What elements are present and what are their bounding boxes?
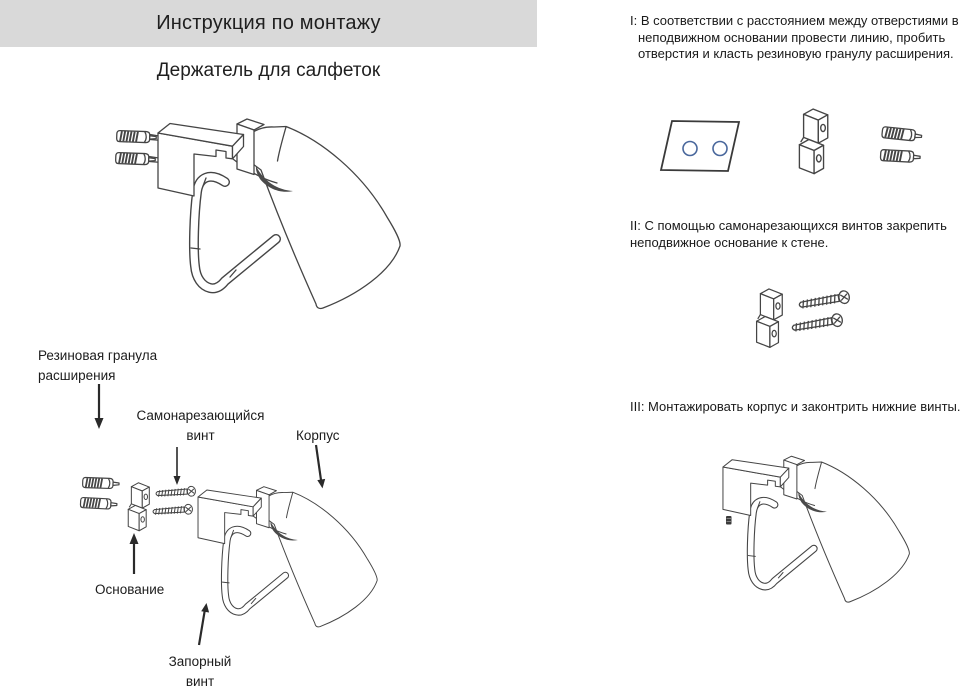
base-block-icon <box>757 289 783 347</box>
arrow-down-icon <box>95 384 104 429</box>
label-rubber-granule: Резиновая гранула расширения <box>38 348 158 383</box>
header-bar <box>0 0 537 47</box>
arrow-down-icon <box>174 447 181 485</box>
screw-icon <box>791 313 843 334</box>
label-base: Основание <box>95 582 165 597</box>
holder-body-icon <box>723 456 909 602</box>
base-and-screws-drawing <box>725 268 895 363</box>
holder-body-icon <box>158 119 400 309</box>
step1-text: I: В соответствии с расстоянием между отверстиями в неподвижном основании провести линию, пробить отверстия и класть резиновую гранулу расширения. <box>630 13 959 61</box>
product-subtitle: Держатель для салфеток <box>156 60 381 81</box>
assembled-holder-drawing <box>90 100 430 330</box>
page-title: Инструкция по монтажу <box>156 12 381 34</box>
arrow-down-icon <box>316 445 325 488</box>
base-block-icon <box>799 109 827 174</box>
step2-text: II: С помощью самонарезающихся винтов закрепить неподвижное основание к стене. <box>630 218 947 250</box>
screw-icon <box>798 290 850 311</box>
step3-text: III: Монтажировать корпус и законтрить нижние винты. <box>630 399 961 414</box>
locking-screw-icon <box>726 516 732 525</box>
label-locking-screw: Запорный винт <box>168 654 232 689</box>
label-body: Корпус <box>296 428 340 443</box>
wall-anchor-icon <box>116 131 162 165</box>
arrow-up-icon <box>199 603 209 645</box>
wall-anchor-icon <box>882 127 922 142</box>
label-self-tapping-screw: Самонарезающийся винт <box>136 408 265 443</box>
wall-anchor-icon <box>880 150 920 163</box>
arrow-up-icon <box>130 533 139 574</box>
wall-markup-drawing <box>640 95 960 195</box>
mounted-holder-drawing <box>690 440 970 615</box>
callout-arrows <box>20 340 440 694</box>
